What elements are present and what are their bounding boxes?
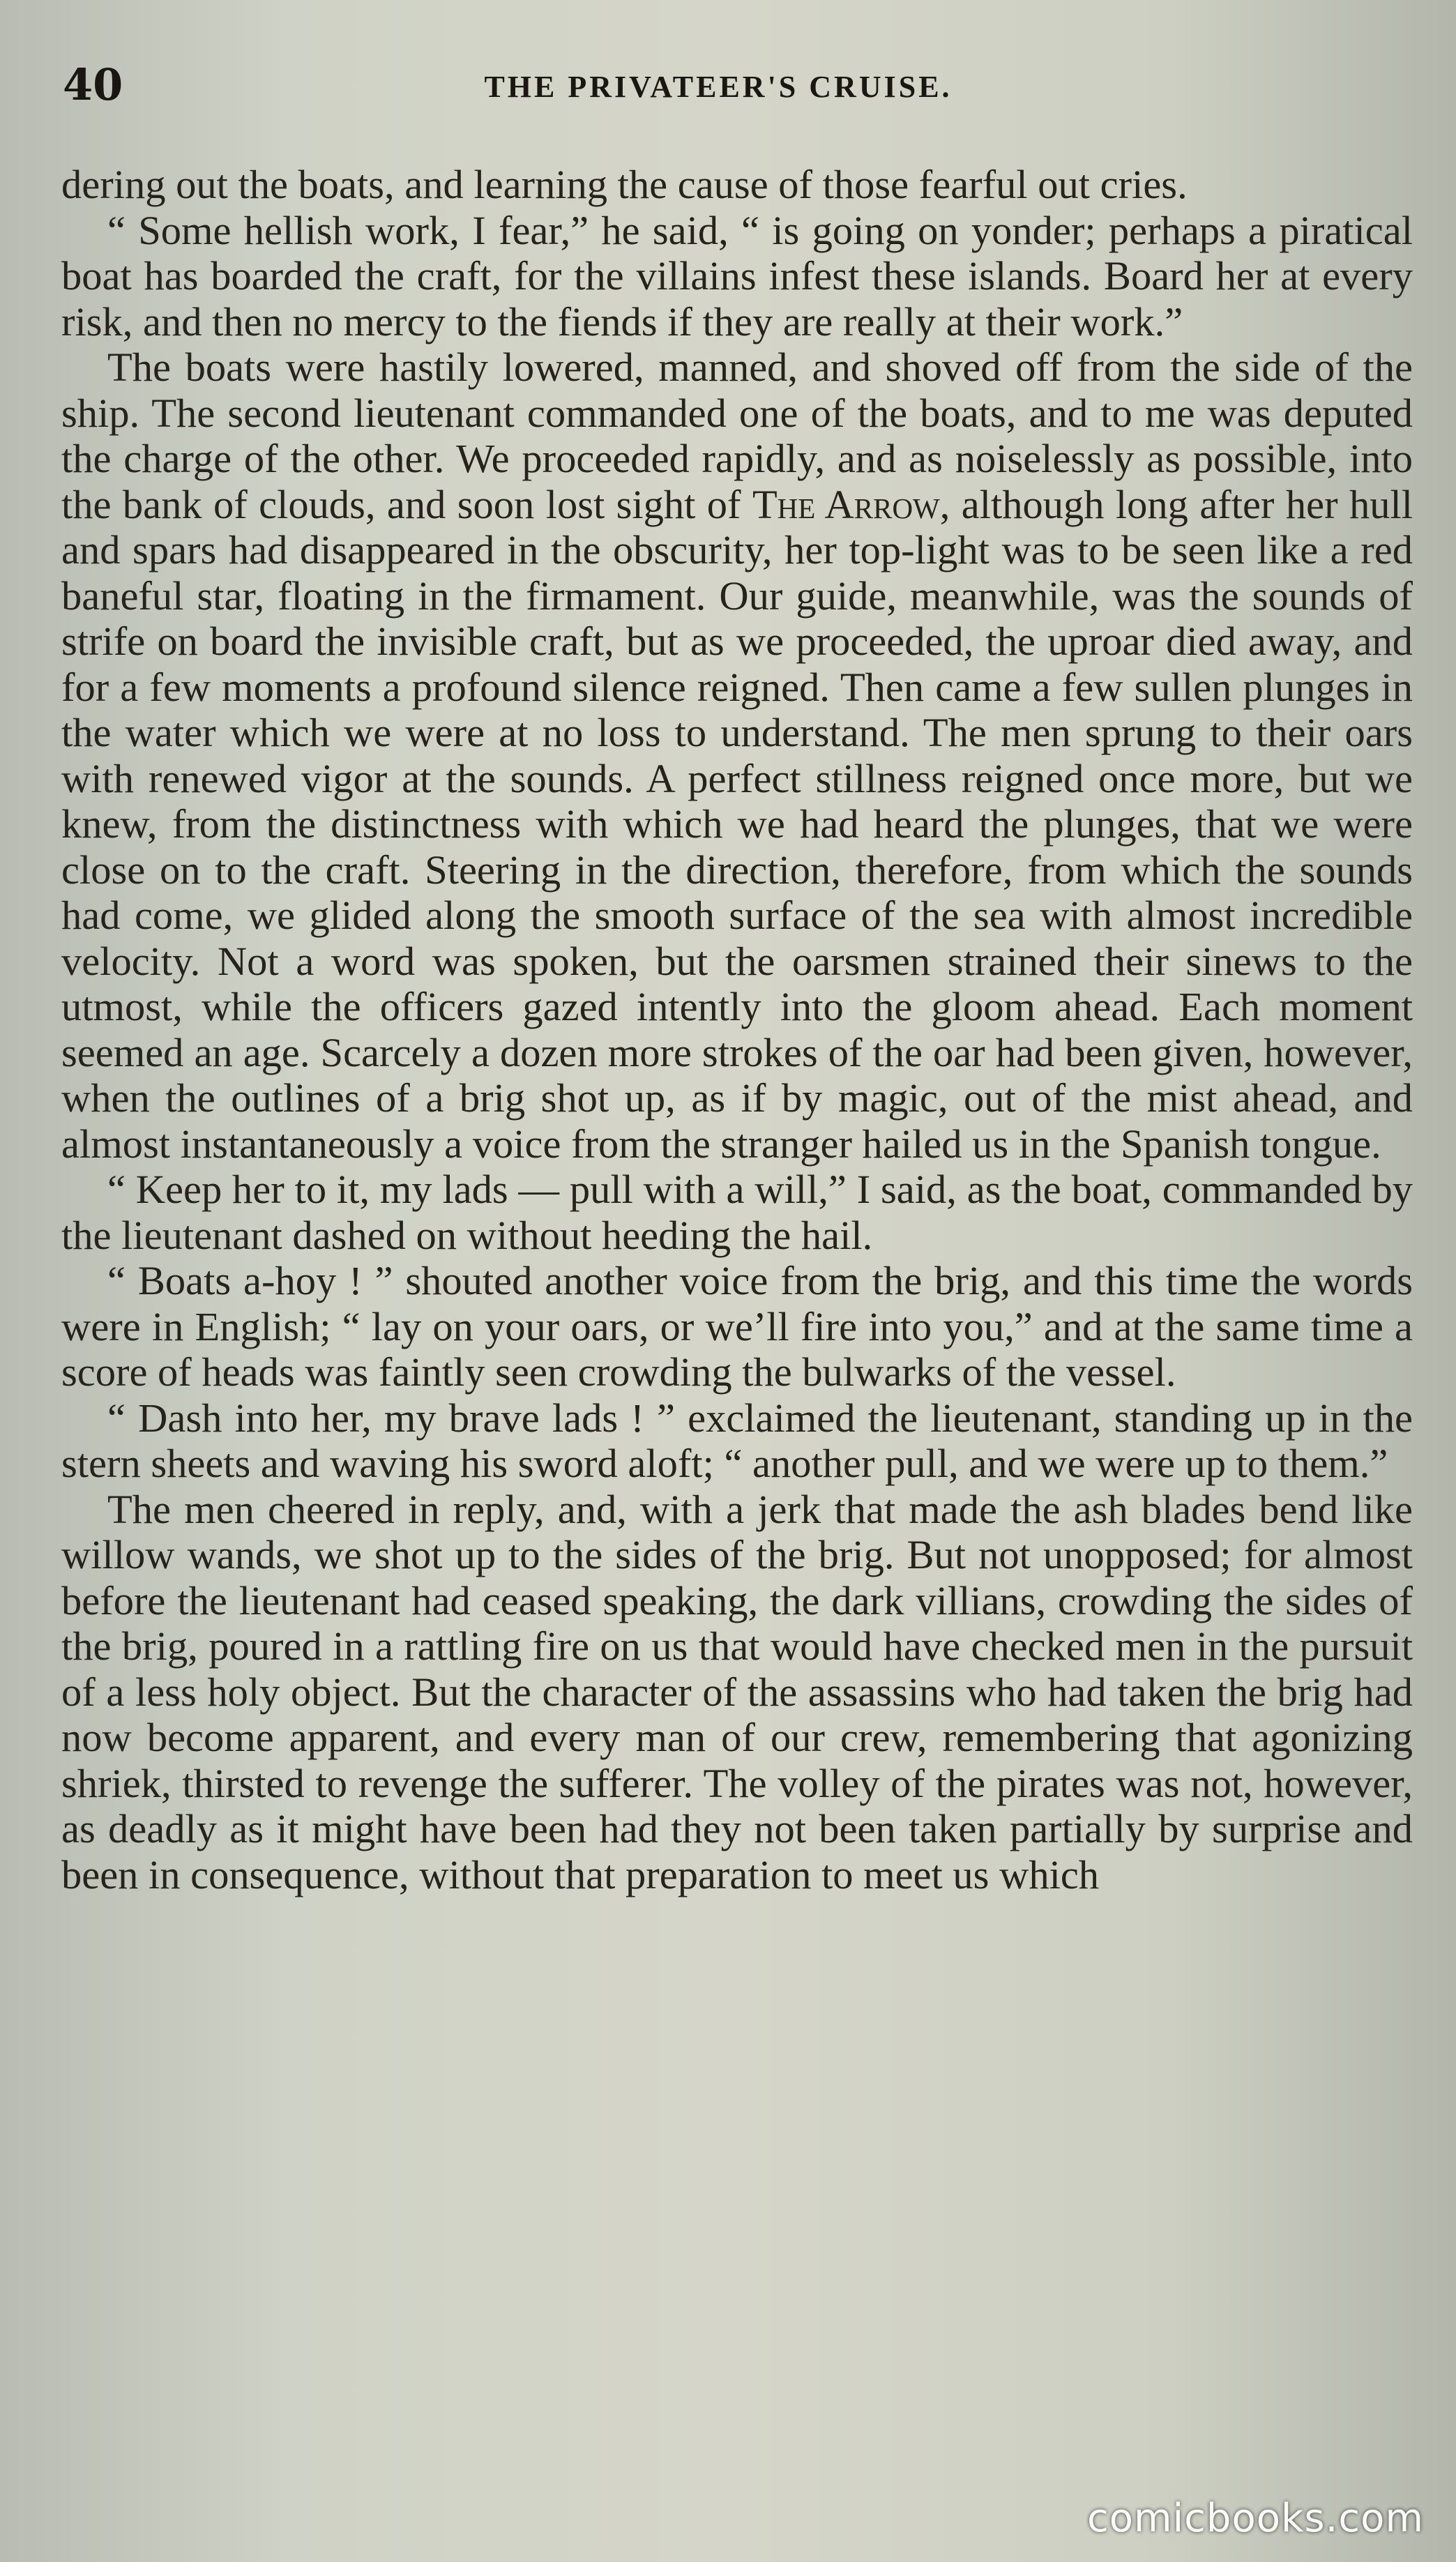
paragraph-2: “ Some hellish work, I fear,” he said, “ is going on yonder; perhaps a piratical boat has boarded the craft, for the villains infest these islands. Board her at every risk, and then no mercy to the fiends if they are really at their work.” — [61, 207, 1413, 344]
body-text — [61, 162, 1413, 1897]
paragraph-4: “ Keep her to it, my lads — pull with a will,” I said, as the boat, commanded by the lieutenant dashed on without heeding the hail. — [61, 1167, 1413, 1258]
paragraph-3: The boats were hastily lowered, manned, and shoved off from the side of the ship. The second lieutenant commanded one of the boats, and to me was deputed the charge of the other. We proceeded rapidly, and as noiselessly as possible, into the bank of clouds, and soon lost sight of The Arrow, although long after her hull and spars had disappeared in the obscurity, her top-light was to be seen like a red baneful star, floating in the firmament. Our guide, meanwhile, was the sounds of strife on board the invisible craft, but as we proceeded, the uproar died away, and for a few moments a profound silence reigned. Then came a few sullen plunges in the water which we were at no loss to understand. The men sprung to their oars with renewed vigor at the sounds. A perfect stillness reigned once more, but we knew, from the distinctness with which we had heard the plunges, that we were close on to the craft. Steering in the direction, therefore, from which the sounds had come, we glided along the smooth surface of the sea with almost incredible velocity. Not a word was spoken, but the oarsmen strained their sinews to the utmost, while the officers gazed intently into the gloom ahead. Each moment seemed an age. Scarcely a dozen more strokes of the oar had been given, however, when the outlines of a brig shot up, as if by magic, out of the mist ahead, and almost instantaneously a voice from the stranger hailed us in the Spanish tongue. — [61, 344, 1413, 1167]
paragraph-5: “ Boats a-hoy ! ” shouted another voice from the brig, and this time the words were in English; “ lay on your oars, or we’ll fire into you,” and at the same time a score of heads was faintly seen crowding the bulwarks of the vessel. — [61, 1258, 1413, 1395]
page-number: 40 — [63, 59, 123, 110]
watermark: comicbooks.com — [1086, 2496, 1424, 2541]
paragraph-6: “ Dash into her, my brave lads ! ” exclaimed the lieutenant, standing up in the stern sheets and waving his sword aloft; “ another pull, and we were up to them.” — [61, 1395, 1413, 1486]
page-header — [63, 59, 1374, 122]
paragraph-1: dering out the boats, and learning the cause of those fearful out cries. — [61, 162, 1188, 207]
paragraph-7: The men cheered in reply, and, with a jerk that made the ash blades bend like willow wands, we shot up to the sides of the brig. But not unopposed; for almost before the lieutenant had ceased speaking, the dark villians, crowding the sides of the brig, poured in a rattling fire on us that would have checked men in the pursuit of a less holy object. But the character of the assassins who had taken the brig had now become apparent, and every man of our crew, remembering that agonizing shriek, thirsted to revenge the sufferer. The volley of the pirates was not, however, as deadly as it might have been had they not been taken partially by surprise and been in consequence, without that preparation to meet us which — [61, 1486, 1413, 1897]
ship-name: The Arrow — [752, 481, 940, 527]
running-head: THE PRIVATEER'S CRUISE. — [484, 70, 953, 104]
